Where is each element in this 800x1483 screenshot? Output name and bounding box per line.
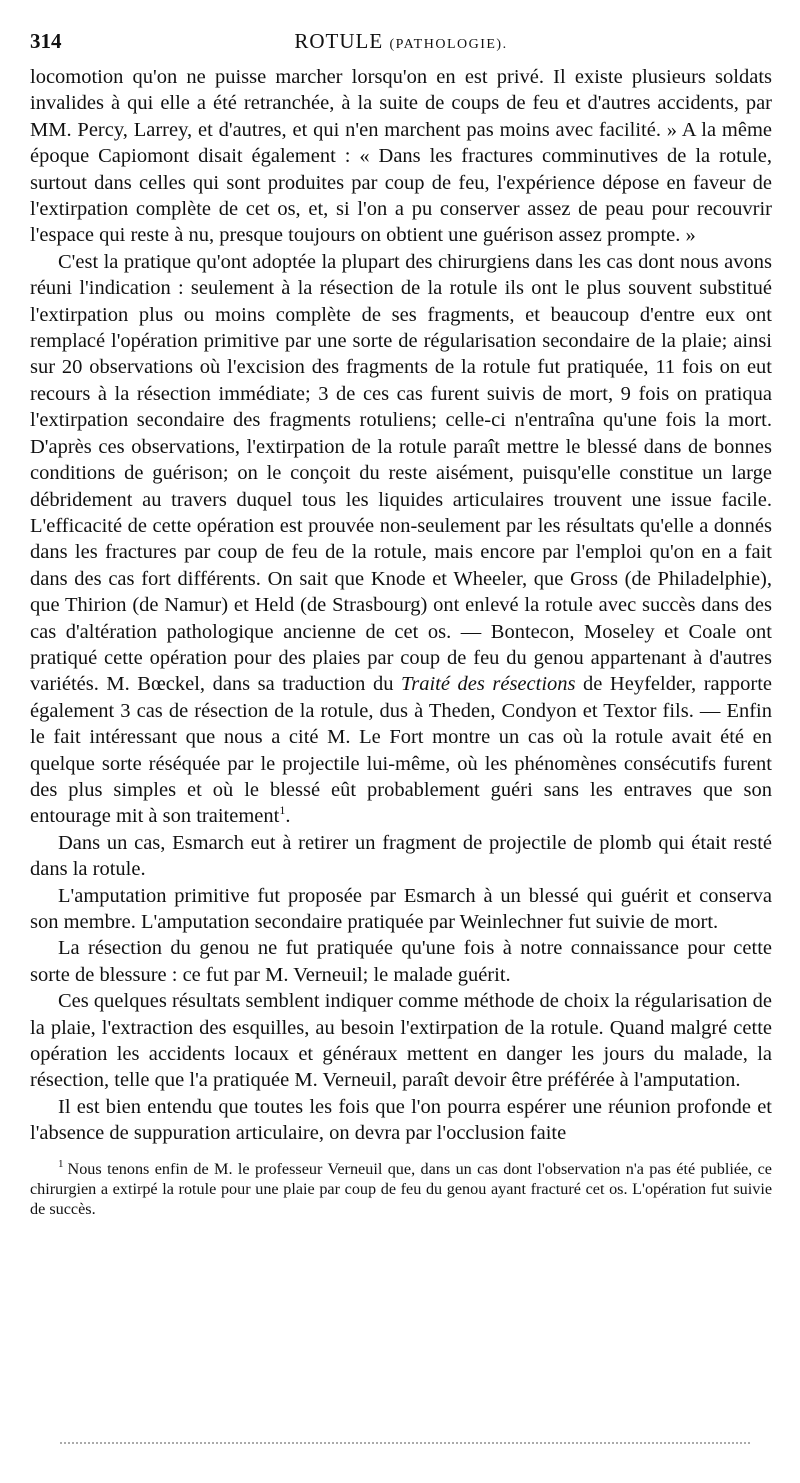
page [30, 26, 772, 1219]
page-number: 314 [30, 29, 62, 53]
paragraph-text: C'est la pratique qu'ont adoptée la plupart des chirurgiens dans les cas dont nous avons réuni l'indication : seulement à la résection de la rotule ils ont le plus souvent substitué l'extirpation plus ou moins complète de ses fragments, et beaucoup d'entre eux ont remplacé l'opération primitive par une sorte de régularisation secondaire de la plaie; ainsi sur 20 observations où l'excision des fragments de la rotule fut pratiquée, 11 fois on eut recours à la résection immédiate; 3 de ces cas furent suivis de mort, 9 fois on pratiqua l'extirpation secondaire des fragments rotuliens; celle-ci n'entraîna qu'une fois la mort. D'après ces observations, l'extirpation de la rotule paraît mettre le blessé dans de bonnes conditions de guérison; on le conçoit du reste aisément, puisqu'elle constitue un large débridement au travers duquel tous les liquides articulaires trouvent une issue facile. L'efficacité de cette opération est prouvée non-seulement par les résultats qu'elle a donnés dans les fractures par coup de feu de la rotule, mais encore par l'emploi qu'on en a fait dans des cas fort différents. On sait que Knode et Wheeler, que Gross (de Philadelphie), que Thirion (de Namur) et Held (de Strasbourg) ont enlevé la rotule avec succès dans des cas d'altération pathologique ancienne de cet os. — Bontecon, Moseley et Coale ont pratiqué cette opération pour des plaies par coup de feu du genou appartenant à d'autres variétés. M. Bœckel, dans sa traduction du [30, 250, 772, 696]
running-title-sub: (PATHOLOGIE). [389, 37, 508, 52]
paragraph: C'est la pratique qu'ont adoptée la plupart des chirurgiens dans les cas dont nous avons réuni l'indication : seulement à la résection de la rotule ils ont le plus souvent substitué l'extirpation plus ou moins complète de ses fragments, et beaucoup d'entre eux ont remplacé l'opération primitive par une sorte de régularisation secondaire de la plaie; ainsi sur 20 observations où l'excision des fragments de la rotule fut pratiquée, 11 fois on eut recours à la résection immédiate; 3 de ces cas furent suivis de mort, 9 fois on pratiqua l'extirpation secondaire des fragments rotuliens; celle-ci n'entraîna qu'une fois la mort. D'après ces observations, l'extirpation de la rotule paraît mettre le blessé dans de bonnes conditions de guérison; on le conçoit du reste aisément, puisqu'elle constitue un large débridement au travers duquel tous les liquides articulaires trouvent une issue facile. L'efficacité de cette opération est prouvée non-seulement par les résultats qu'elle a donnés dans les fractures par coup de feu de la rotule, mais encore par l'emploi qu'on en a fait dans des cas fort différents. On sait que Knode et Wheeler, que Gross (de Philadelphie), que Thirion (de Namur) et Held (de Strasbourg) ont enlevé la rotule avec succès dans des cas d'altération pathologique ancienne de cet os. — Bontecon, Moseley et Coale ont pratiqué cette opération pour des plaies par coup de feu du genou appartenant à d'autres variétés. M. Bœckel, dans sa traduction du Traité des résections de Heyfelder, rapporte également 3 cas de résection de la rotule, dus à Theden, Condyon et Textor fils. — Enfin le fait intéressant que nous a cité M. Le Fort montre un cas où la rotule avait été en quelque sorte réséquée par le projectile lui-même, où les phénomènes consécutifs furent des plus simples et où le blessé eût probablement guéri sans les entraves que son entourage mit à son traitement$^1$. [30, 250, 773, 828]
bottom-dotted-rule [60, 1442, 750, 1444]
footnote-text: Nous tenons enfin de M. le professeur Verneuil que, dans un cas dont l'observation n'a pas été publiée, ce chirurgien a extirpé la rotule pour une plaie par coup de feu du genou ayant fracturé cet os. L'opération fut suivie de succès. [30, 1159, 772, 1218]
body-text [30, 64, 772, 1147]
paragraph: La résection du genou ne fut pratiquée qu'une fois à notre connaissance pour cette sorte de blessure : ce fut par M. Verneuil; le malade guérit. [30, 937, 772, 986]
footnote-reference: 1 [279, 803, 286, 818]
footnote-mark: 1 [58, 1158, 64, 1171]
paragraph: locomotion qu'on ne puisse marcher lorsqu'on en est privé. Il existe plusieurs soldats invalides à qui elle a été retranchée, à la suite de coups de feu et d'autres accidents, par MM. Percy, Larrey, et d'autres, et qui n'en marchent pas moins avec facilité. » A la même époque Capiomont disait également : « Dans les fractures comminutives de la rotule, surtout dans celles qui sont produites par coup de feu, l'expérience dépose en faveur de l'extirpation complète de cet os, et, si l'on a pu conserver assez de peau pour recouvrir l'espace qui reste à nu, presque toujours on obtient une guérison assez prompte. » [30, 66, 772, 247]
paragraph: Il est bien entendu que toutes les fois que l'on pourra espérer une réunion profonde et l'absence de suppuration articulaire, on devra par l'occlusion faite [30, 1095, 772, 1145]
running-title-main: ROTULE [294, 29, 384, 53]
running-head [30, 26, 772, 56]
running-title [30, 26, 772, 60]
paragraph-text: de Heyfelder, rapporte également 3 cas de résection de la rotule, dus à Theden, Condyon et Textor fils. — Enfin le fait intéressant que nous a cité M. Le Fort montre un cas où la rotule avait été en quelque sorte réséquée par le projectile lui-même, où les phénomènes consécutifs furent des plus simples et où le blessé eût probablement guéri sans les entraves que son entourage mit à son traitement [30, 673, 773, 828]
footnote [30, 1159, 772, 1219]
paragraph: Ces quelques résultats semblent indiquer comme méthode de choix la régularisation de la plaie, l'extraction des esquilles, au besoin l'extirpation de la rotule. Quand malgré cette opération les accidents locaux et généraux mettent en danger les jours du malade, la résection, telle que l'a pratiquée M. Verneuil, paraît devoir être préférée à l'amputation. [30, 990, 772, 1092]
footnotes [30, 1159, 772, 1219]
paragraph: L'amputation primitive fut proposée par Esmarch à un blessé qui guérit et conserva son membre. L'amputation secondaire pratiquée par Weinlechner fut suivie de mort. [30, 884, 772, 933]
paragraph: Dans un cas, Esmarch eut à retirer un fragment de projectile de plomb qui était resté dans la rotule. [30, 831, 772, 881]
book-title: Traité des résections [400, 673, 576, 696]
